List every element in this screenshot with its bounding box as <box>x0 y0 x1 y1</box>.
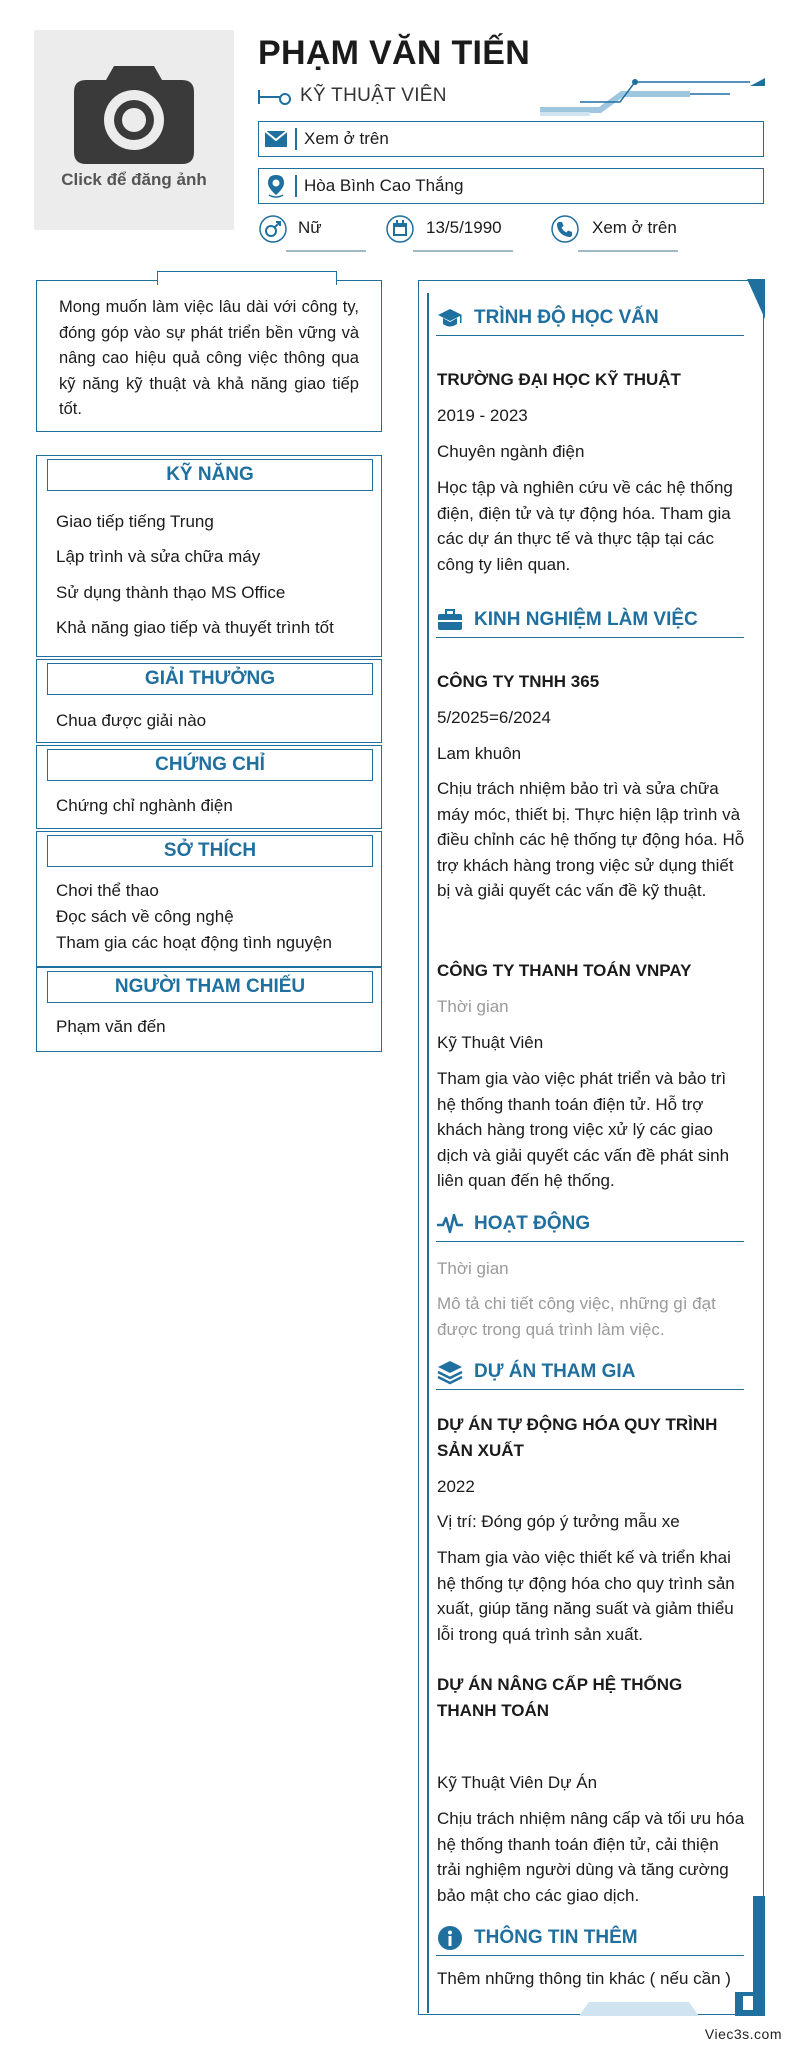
map-pin-icon <box>263 173 289 199</box>
corner-decoration <box>735 1896 765 2016</box>
job-description: Chịu trách nhiệm bảo trì và sửa chữa máy móc, thiết bị. Thực hiện lập trình và điều chỉnh các hệ thống tự động hóa. Hỗ trợ khách hàng trong việc sử dụng thiết bị và giải quyết các vấn đề kỹ thuật. <box>437 779 745 900</box>
underline <box>413 250 513 252</box>
skill-item: Giao tiếp tiếng Trung <box>56 512 214 531</box>
activities-title: HOẠT ĐỘNG <box>474 1213 591 1234</box>
education-title: TRÌNH ĐỘ HỌC VẤN <box>474 307 659 328</box>
hobbies-section <box>36 831 382 967</box>
skill-item: Lập trình và sửa chữa máy <box>56 547 261 566</box>
career-objective <box>36 280 382 432</box>
candidate-name: PHẠM VĂN TIẾN <box>258 34 531 72</box>
education-header <box>436 304 744 336</box>
email-box <box>258 121 764 157</box>
additional-text: Thêm những thông tin khác ( nếu cần ) <box>437 1969 731 1988</box>
awards-section <box>36 659 382 743</box>
experience-header <box>436 606 744 638</box>
gender-icon <box>258 214 288 244</box>
role-decoration <box>258 96 288 98</box>
reference-item: Phạm văn đến <box>56 1017 166 1036</box>
hobbies-title: SỞ THÍCH <box>47 835 373 867</box>
skills-title: KỸ NĂNG <box>47 459 373 491</box>
email-value: Xem ở trên <box>304 129 389 148</box>
phone-value: Xem ở trên <box>592 218 677 237</box>
activity-description: Mô tả chi tiết công việc, những gì đạt được trong quá trình làm việc. <box>437 1294 716 1339</box>
skill-item: Sử dụng thành thạo MS Office <box>56 583 286 602</box>
frame-notch <box>157 271 337 285</box>
project-period: 2022 <box>437 1477 475 1496</box>
school-name: TRƯỜNG ĐẠI HỌC KỸ THUẬT <box>437 370 681 389</box>
separator <box>295 175 297 197</box>
certificates-title: CHỨNG CHỈ <box>47 749 373 781</box>
activities-header <box>436 1210 744 1242</box>
job-period: 5/2025=6/2024 <box>437 708 551 727</box>
projects-header <box>436 1358 744 1390</box>
watermark: Viec3s.com <box>704 2026 782 2042</box>
phone-item <box>550 214 690 254</box>
birthday-value: 13/5/1990 <box>426 218 502 237</box>
job-period: Thời gian <box>437 997 509 1016</box>
calendar-icon <box>385 214 415 244</box>
project-name: DỰ ÁN NÂNG CẤP HỆ THỐNG THANH TOÁN <box>437 1675 683 1720</box>
projects-title: DỰ ÁN THAM GIA <box>474 1361 636 1382</box>
job-description: Tham gia vào việc phát triển và bảo trì hệ thống thanh toán điện tử. Hỗ trợ khách hàng trong việc xử lý các giao dịch và giải quyết các vấn đề phát sinh liên quan đến hệ thống. <box>437 1069 730 1190</box>
frame-inner-line <box>427 293 429 2013</box>
additional-header <box>436 1924 744 1956</box>
hobby-item: Tham gia các hoạt động tình nguyện <box>56 933 332 952</box>
skill-item: Khả năng giao tiếp và thuyết trình tốt <box>56 618 334 637</box>
education-description: Học tập và nghiên cứu về các hệ thống điện, điện tử và tự động hóa. Tham gia các dự án thực tế và thực tập tại các công ty liên quan. <box>437 478 733 574</box>
job-company: CÔNG TY THANH TOÁN VNPAY <box>437 961 692 980</box>
info-icon <box>436 1924 464 1952</box>
job-position: Lam khuôn <box>437 744 522 763</box>
project-position: Kỹ Thuật Viên Dự Án <box>437 1773 598 1792</box>
underline <box>578 250 678 252</box>
hobby-item: Đọc sách về công nghệ <box>56 907 234 926</box>
job-position: Kỹ Thuật Viên <box>437 1033 544 1052</box>
objective-text: Mong muốn làm việc lâu dài với công ty, đóng góp vào sự phát triển bền vững và nâng cao hiệu quả công việc thông qua kỹ năng kỹ thuật và khả năng giao tiếp tốt. <box>59 298 359 418</box>
certificate-item: Chứng chỉ nghành điện <box>56 796 233 815</box>
references-section <box>36 967 382 1052</box>
layers-icon <box>436 1358 464 1386</box>
header-decoration <box>540 72 765 120</box>
pulse-icon <box>436 1210 464 1238</box>
project-name: DỰ ÁN TỰ ĐỘNG HÓA QUY TRÌNH SẢN XUẤT <box>437 1415 718 1460</box>
address-box <box>258 168 764 204</box>
award-item: Chua được giải nào <box>56 711 207 730</box>
separator <box>295 128 297 150</box>
education-major: Chuyên ngành điện <box>437 442 585 461</box>
education-period: 2019 - 2023 <box>437 406 528 425</box>
camera-icon <box>74 58 194 164</box>
gender-value: Nữ <box>298 218 322 237</box>
awards-title: GIẢI THƯỞNG <box>47 663 373 695</box>
photo-label: Click để đăng ảnh <box>61 170 207 189</box>
corner-decoration <box>747 279 765 319</box>
additional-title: THÔNG TIN THÊM <box>474 1927 638 1948</box>
birthday-item <box>385 214 515 254</box>
skills-section <box>36 455 382 657</box>
underline <box>286 250 366 252</box>
certificates-section <box>36 745 382 829</box>
briefcase-icon <box>436 606 464 634</box>
project-description: Chịu trách nhiệm nâng cấp và tối ưu hóa hệ thống thanh toán điện tử, cải thiện trải nghiệm người dùng và tăng cường bảo mật cho các giao dịch. <box>437 1809 745 1905</box>
graduation-cap-icon <box>436 304 464 332</box>
address-value: Hòa Bình Cao Thắng <box>304 176 464 195</box>
envelope-icon <box>263 126 289 152</box>
bottom-decoration <box>579 2000 699 2016</box>
activity-period: Thời gian <box>437 1259 509 1278</box>
hobby-item: Chơi thể thao <box>56 881 159 900</box>
gender-item <box>258 214 368 254</box>
project-position: Vị trí: Đóng góp ý tưởng mẫu xe <box>437 1512 680 1531</box>
experience-title: KINH NGHIỆM LÀM VIỆC <box>474 609 698 630</box>
project-description: Tham gia vào việc thiết kế và triển khai hệ thống tự động hóa cho quy trình sản xuất, giúp tăng năng suất và giảm thiểu lỗi trong quá trình sản xuất. <box>437 1548 735 1644</box>
job-company: CÔNG TY TNHH 365 <box>437 672 600 691</box>
candidate-role: KỸ THUẬT VIÊN <box>300 85 447 106</box>
phone-icon <box>550 214 580 244</box>
photo-upload[interactable] <box>34 30 234 230</box>
references-title: NGƯỜI THAM CHIẾU <box>47 971 373 1003</box>
